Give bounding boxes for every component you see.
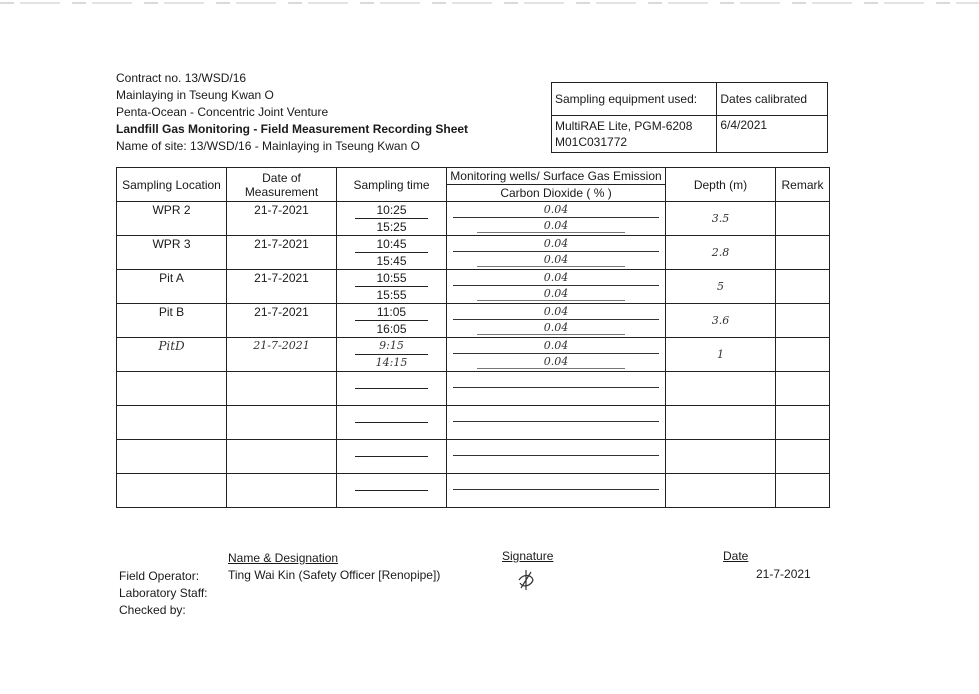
- time-cell-2: 16:05: [376, 322, 407, 336]
- site-name: Name of site: 13/WSD/16 - Mainlaying in Tseung Kwan O: [116, 139, 420, 153]
- dates-calibrated-label: Dates calibrated: [717, 83, 828, 116]
- depth-cell: 1: [666, 338, 776, 372]
- form-title: Landfill Gas Monitoring - Field Measurement Recording Sheet: [116, 122, 469, 136]
- table-row: [117, 202, 830, 236]
- field-operator-label: Field Operator:: [119, 569, 200, 583]
- co2-cell-2: 0.04: [447, 286, 665, 302]
- header-remark: Remark: [776, 168, 830, 202]
- header-time: Sampling time: [337, 168, 447, 202]
- table-row: [117, 338, 830, 372]
- equipment-model: MultiRAE Lite, PGM-6208: [555, 119, 693, 133]
- laboratory-staff-label: Laboratory Staff:: [119, 586, 208, 600]
- remark-cell: [776, 338, 830, 372]
- location-cell: PitD: [158, 339, 185, 353]
- calibration-date: 6/4/2021: [720, 118, 768, 132]
- time-cell-1: 10:45: [355, 236, 428, 253]
- table-row: [117, 304, 830, 338]
- header-group: Monitoring wells/ Surface Gas Emission: [447, 168, 665, 185]
- date-cell: 21-7-2021: [253, 339, 310, 352]
- location-cell: WPR 2: [152, 203, 191, 217]
- time-cell-1: 10:55: [355, 270, 428, 287]
- location-cell: Pit B: [158, 305, 185, 319]
- date-cell: 21-7-2021: [254, 237, 309, 251]
- time-cell-1: 11:05: [355, 304, 428, 321]
- depth-cell: 2.8: [666, 236, 776, 270]
- co2-cell-2: 0.04: [447, 252, 665, 268]
- co2-cell-2: 0.04: [447, 320, 665, 336]
- time-cell-1: 10:25: [355, 202, 428, 219]
- checked-by-label: Checked by:: [119, 603, 186, 617]
- time-cell-2: 15:25: [376, 220, 407, 234]
- co2-cell-1: 0.04: [447, 202, 665, 218]
- co2-cell-1: 0.04: [447, 270, 665, 286]
- table-row: [117, 440, 830, 474]
- co2-cell-2: 0.04: [447, 354, 665, 370]
- co2-cell-1: 0.04: [447, 304, 665, 320]
- header-date: Date of Measurement: [227, 168, 337, 202]
- table-row: [117, 372, 830, 406]
- header-depth: Depth (m): [666, 168, 776, 202]
- co2-cell-2: 0.04: [447, 218, 665, 234]
- contractor-name: Penta-Ocean - Concentric Joint Venture: [116, 105, 329, 119]
- table-row: [117, 236, 830, 270]
- date-cell: 21-7-2021: [254, 203, 309, 217]
- time-cell-1: 9:15: [355, 338, 428, 355]
- operator-signature-icon: [515, 568, 537, 592]
- equipment-table: [551, 82, 828, 153]
- depth-cell: 3.6: [666, 304, 776, 338]
- name-designation-heading: Name & Designation: [228, 551, 339, 565]
- time-cell-2: 15:55: [376, 288, 407, 302]
- table-row: [117, 406, 830, 440]
- table-row: [117, 270, 830, 304]
- remark-cell: [776, 270, 830, 304]
- operator-name: Ting Wai Kin (Safety Officer [Renopipe]): [228, 568, 441, 582]
- table-row: [117, 474, 830, 508]
- signature-heading: Signature: [502, 549, 554, 563]
- scan-artifact: [0, 2, 979, 4]
- remark-cell: [776, 236, 830, 270]
- equipment-label: Sampling equipment used:: [552, 83, 717, 116]
- location-cell: Pit A: [159, 271, 184, 285]
- equipment-serial: M01C031772: [555, 135, 628, 149]
- date-heading: Date: [723, 549, 749, 563]
- depth-cell: 5: [666, 270, 776, 304]
- date-cell: 21-7-2021: [254, 271, 309, 285]
- document-header: [116, 70, 468, 155]
- operator-date: 21-7-2021: [756, 567, 811, 581]
- measurement-table: [116, 167, 830, 508]
- location-cell: WPR 3: [152, 237, 191, 251]
- time-cell-2: 14:15: [375, 356, 408, 369]
- remark-cell: [776, 304, 830, 338]
- date-cell: 21-7-2021: [254, 305, 309, 319]
- co2-cell-1: 0.04: [447, 338, 665, 354]
- contract-number: Contract no. 13/WSD/16: [116, 71, 247, 85]
- header-location: Sampling Location: [117, 168, 227, 202]
- time-cell-2: 15:45: [376, 254, 407, 268]
- depth-cell: 3.5: [666, 202, 776, 236]
- co2-cell-1: 0.04: [447, 236, 665, 252]
- project-name: Mainlaying in Tseung Kwan O: [116, 88, 274, 102]
- header-co2: Carbon Dioxide ( % ): [500, 186, 612, 200]
- remark-cell: [776, 202, 830, 236]
